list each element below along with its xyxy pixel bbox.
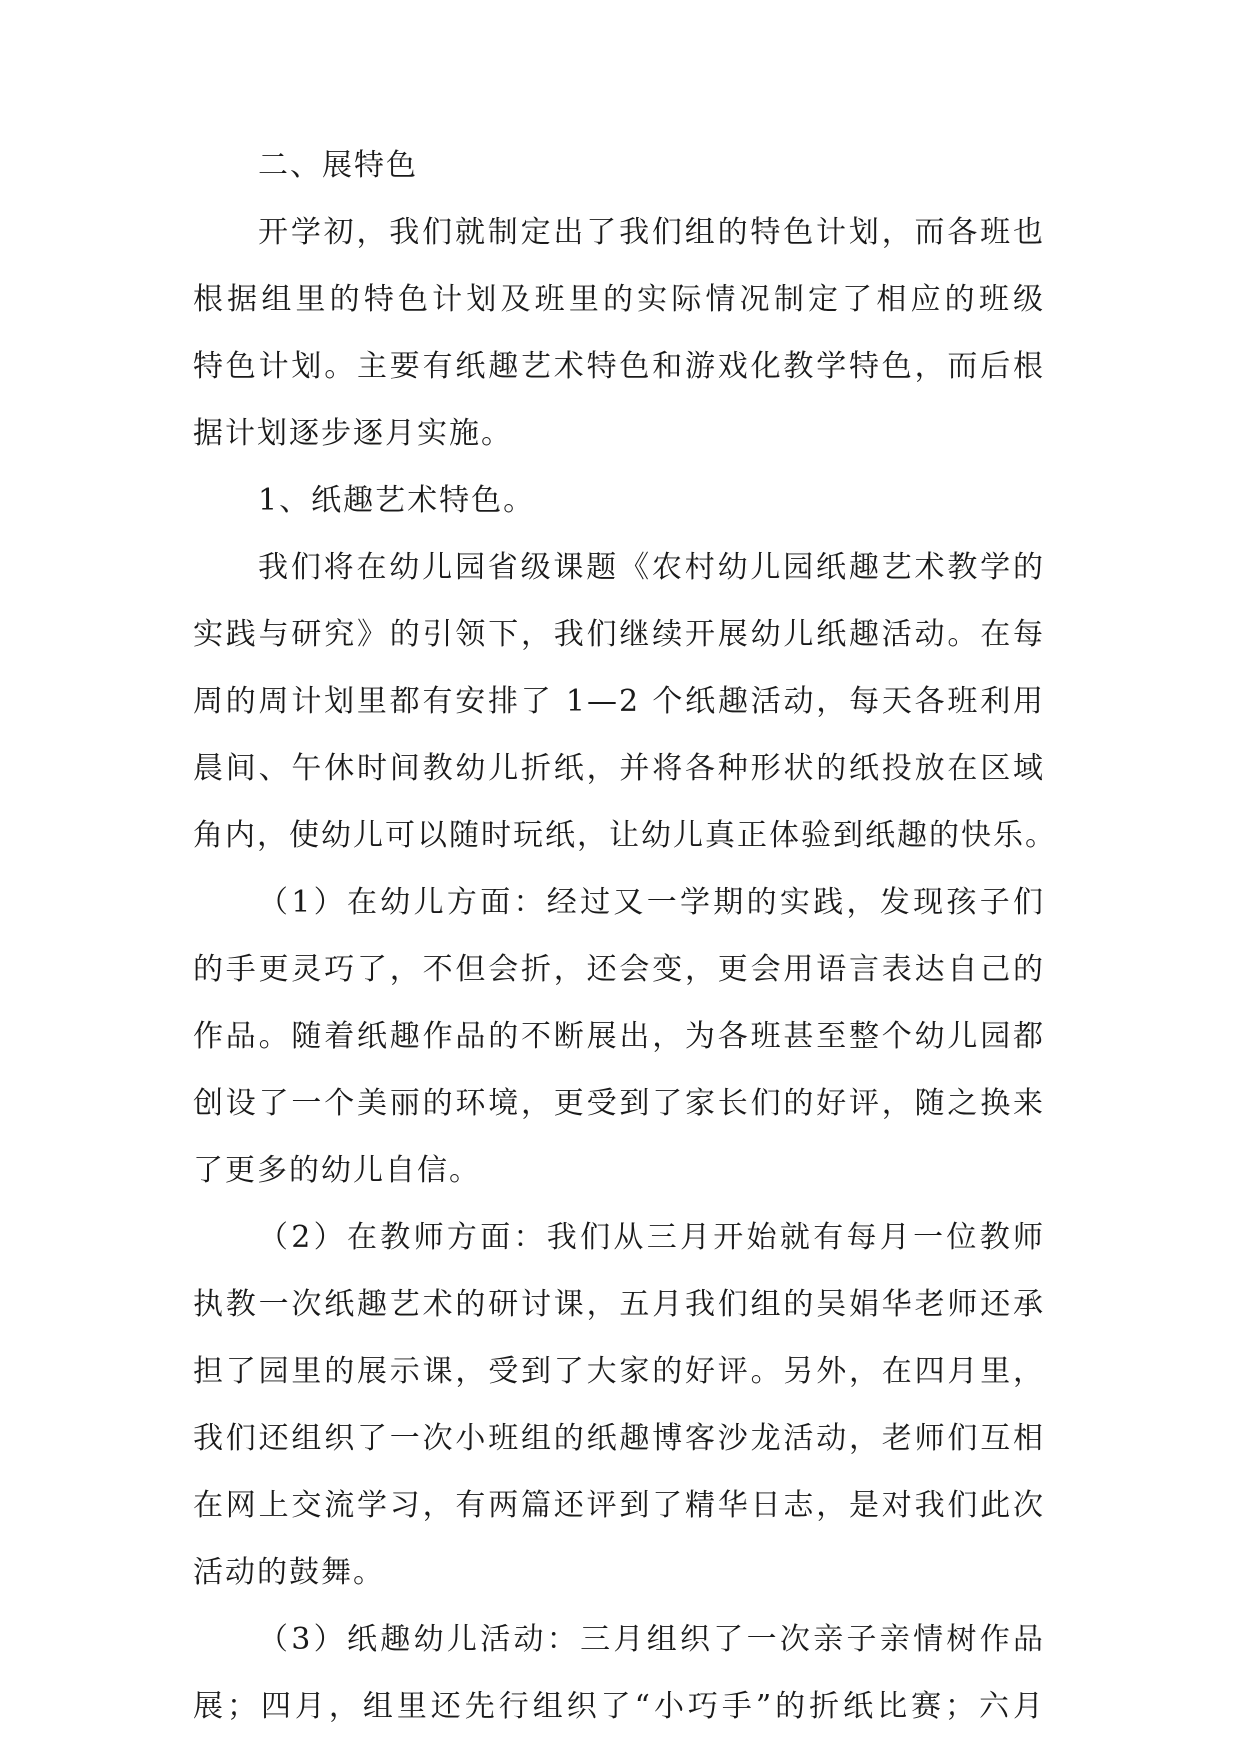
paragraph-line: （1）在幼儿方面：经过又一学期的实践，发现孩子们 xyxy=(258,885,1045,920)
paragraph-line: 实践与研究》的引领下，我们继续开展幼儿纸趣活动。在每 xyxy=(193,617,1045,652)
paragraph-line: 作品。随着纸趣作品的不断展出，为各班甚至整个幼儿园都 xyxy=(193,1019,1045,1054)
paragraph-line: 的手更灵巧了，不但会折，还会变，更会用语言表达自己的 xyxy=(193,952,1045,987)
paragraph-line: 角内，使幼儿可以随时玩纸，让幼儿真正体验到纸趣的快乐。 xyxy=(193,818,1057,853)
paragraph-line: （2）在教师方面：我们从三月开始就有每月一位教师 xyxy=(258,1220,1045,1255)
paragraph-line: 我们将在幼儿园省级课题《农村幼儿园纸趣艺术教学的 xyxy=(258,550,1045,585)
paragraph-line: 开学初，我们就制定出了我们组的特色计划，而各班也 xyxy=(258,215,1045,250)
paragraph-line: （3）纸趣幼儿活动：三月组织了一次亲子亲情树作品 xyxy=(258,1622,1045,1657)
paragraph-line: 活动的鼓舞。 xyxy=(193,1555,385,1590)
paragraph-line: 创设了一个美丽的环境，更受到了家长们的好评，随之换来 xyxy=(193,1086,1045,1121)
subsection-heading: 1、纸趣艺术特色。 xyxy=(258,483,536,518)
paragraph-line: 周的周计划里都有安排了 1—2 个纸趣活动，每天各班利用 xyxy=(193,684,1045,719)
paragraph-line: 执教一次纸趣艺术的研讨课，五月我们组的吴娟华老师还承 xyxy=(193,1287,1045,1322)
section-heading: 二、展特色 xyxy=(258,148,418,183)
paragraph-line: 我们还组织了一次小班组的纸趣博客沙龙活动，老师们互相 xyxy=(193,1421,1045,1456)
paragraph-line: 根据组里的特色计划及班里的实际情况制定了相应的班级 xyxy=(193,282,1045,317)
paragraph-line: 展；四月，组里还先行组织了“小巧手”的折纸比赛；六月 xyxy=(193,1689,1045,1724)
paragraph-line: 在网上交流学习，有两篇还评到了精华日志，是对我们此次 xyxy=(193,1488,1045,1523)
paragraph-line: 特色计划。主要有纸趣艺术特色和游戏化教学特色，而后根 xyxy=(193,349,1045,384)
paragraph-line: 了更多的幼儿自信。 xyxy=(193,1153,481,1188)
paragraph-line: 据计划逐步逐月实施。 xyxy=(193,416,513,451)
paragraph-line: 晨间、午休时间教幼儿折纸，并将各种形状的纸投放在区域 xyxy=(193,751,1045,786)
paragraph-line: 担了园里的展示课，受到了大家的好评。另外，在四月里， xyxy=(193,1354,1045,1389)
